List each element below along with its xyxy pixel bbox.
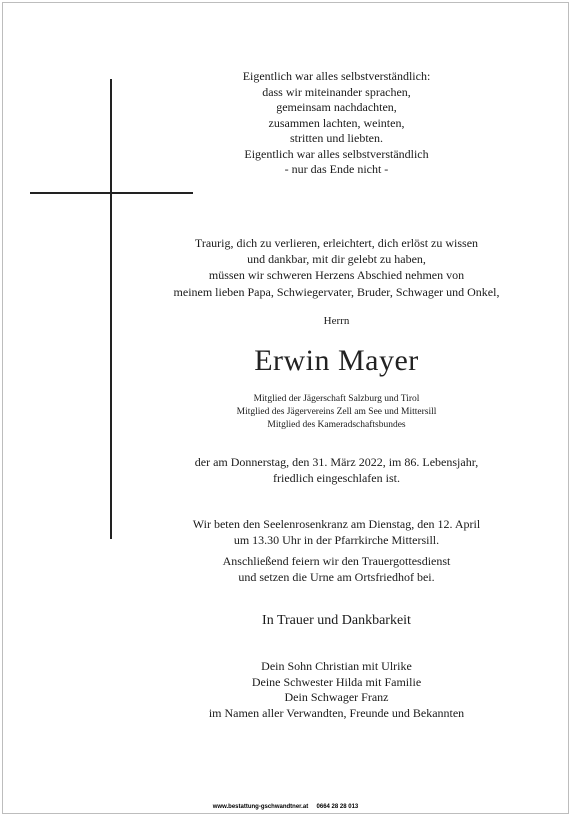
death-notice bbox=[143, 454, 530, 486]
funeral-line: und setzen die Urne am Ortsfriedhof bei. bbox=[238, 570, 435, 584]
intro-line: meinem lieben Papa, Schwiegervater, Bruder, Schwager und Onkel, bbox=[173, 284, 500, 299]
intro-line: und dankbar, mit dir gelebt zu haben, bbox=[247, 252, 426, 267]
footer-website[interactable]: www.bestattung-gschwandtner.at bbox=[212, 804, 309, 810]
membership-line: Mitglied der Jägerschaft Salzburg und Tirol bbox=[253, 394, 420, 404]
cross-vertical-bar bbox=[110, 79, 112, 539]
rosary-line: um 13.30 Uhr in der Pfarrkirche Mittersill. bbox=[233, 533, 440, 547]
poem bbox=[143, 69, 530, 178]
membership-line: Mitglied des Jägervereins Zell am See und Mittersill bbox=[236, 407, 437, 418]
death-notice-line: friedlich eingeschlafen ist. bbox=[273, 471, 400, 485]
poem-line: gemeinsam nachdachten, bbox=[276, 100, 397, 114]
membership-line: Mitglied des Kameradschaftsbundes bbox=[267, 420, 406, 431]
deceased-name: Erwin Mayer bbox=[254, 344, 419, 377]
footer-phone: 0664 28 28 013 bbox=[316, 804, 359, 810]
family-line: Dein Sohn Christian mit Ulrike bbox=[261, 659, 412, 673]
poem-line: dass wir miteinander sprachen, bbox=[262, 84, 411, 99]
rosary-line: Wir beten den Seelenrosenkranz am Dienstag, den 12. April bbox=[192, 517, 481, 531]
family-line: im Namen aller Verwandten, Freunde und Bekannten bbox=[208, 705, 465, 720]
funeral-notice bbox=[143, 553, 530, 585]
family-line: Dein Schwager Franz bbox=[284, 690, 389, 704]
poem-line: zusammen lachten, weinten, bbox=[268, 115, 405, 130]
death-notice-line: der am Donnerstag, den 31. März 2022, im 86. Lebensjahr, bbox=[194, 455, 479, 469]
family-list bbox=[143, 659, 530, 721]
memberships bbox=[143, 393, 530, 433]
obituary-page bbox=[2, 2, 569, 814]
cross-horizontal-bar bbox=[30, 192, 193, 194]
mourning-line: In Trauer und Dankbarkeit bbox=[262, 613, 411, 628]
footer bbox=[3, 804, 568, 810]
rosary-notice bbox=[143, 516, 530, 548]
intro-line: Traurig, dich zu verlieren, erleichtert, dich erlöst zu wissen bbox=[194, 236, 479, 250]
intro-line: müssen wir schweren Herzens Abschied nehmen von bbox=[208, 268, 465, 283]
salutation: Herrn bbox=[323, 315, 350, 327]
poem-line: - nur das Ende nicht - bbox=[284, 162, 389, 176]
family-line: Deine Schwester Hilda mit Familie bbox=[251, 674, 422, 689]
funeral-line: Anschließend feiern wir den Trauergottesdienst bbox=[222, 554, 451, 568]
intro-text bbox=[143, 235, 530, 300]
poem-line: Eigentlich war alles selbstverständlich: bbox=[242, 69, 431, 83]
poem-line: Eigentlich war alles selbstverständlich bbox=[244, 146, 429, 161]
poem-line: stritten und liebten. bbox=[290, 131, 383, 145]
